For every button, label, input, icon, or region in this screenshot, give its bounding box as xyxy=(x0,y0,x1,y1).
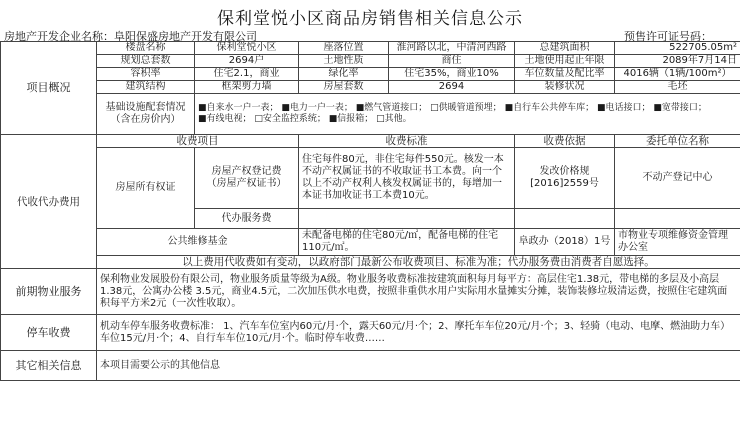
developer-label: 房地产开发企业名称：阜阳保盛房地产开发有限公司 xyxy=(4,30,257,43)
facilities-list xyxy=(195,94,740,135)
cell: 规划总套数 xyxy=(97,55,195,68)
facility-item: □供暖管道预埋； xyxy=(430,103,502,113)
facility-item: □安全监控系统； xyxy=(254,114,326,124)
facility-item: ■有线电视； xyxy=(198,114,252,124)
fees-header-basis: 收费依据 xyxy=(515,135,615,148)
cell: 保利堂悦小区 xyxy=(195,42,299,55)
cell: 容积率 xyxy=(97,68,195,81)
facility-item: ■信报箱； xyxy=(328,114,374,124)
info-table xyxy=(0,41,740,381)
cell: 淮河路以北，中清河西路 xyxy=(389,42,515,55)
reg-fee-standard: 住宅每件80元，非住宅每件550元。核发一本不动产权属证书的不收取证书工本费。向一个以上不动产权利人核发权属证书的，每增加一本证书加收证书工本费10元。 xyxy=(299,148,515,209)
fees-header-item: 收费项目 xyxy=(97,135,299,148)
other-label: 其它相关信息 xyxy=(1,351,97,381)
facilities-label: 基础设施配套情况 （含在房价内） xyxy=(97,94,195,135)
facility-item: □其他。 xyxy=(376,114,412,124)
cell: 车位数量及配比率 xyxy=(515,68,615,81)
facility-item: ■自行车公共停车库； xyxy=(504,103,595,113)
cell: 2694户 xyxy=(195,55,299,68)
cell: 4016辆（1辆/100m²） xyxy=(615,68,740,81)
cell: 毛坯 xyxy=(615,81,740,94)
cell: 522705.05m² xyxy=(615,42,740,55)
cell: 楼盘名称 xyxy=(97,42,195,55)
cell: 绿化率 xyxy=(299,68,389,81)
facility-item: ■燃气管道接口； xyxy=(355,103,428,113)
facility-item: ■电力一户一表； xyxy=(281,103,353,113)
maint-fund-unit: 市物业专项维修资金管理办公室 xyxy=(615,229,740,256)
permit-label: 预售许可证号码： xyxy=(624,30,712,43)
other-text: 本项目需要公示的其他信息 xyxy=(97,351,740,381)
cell: 框架剪力墙 xyxy=(195,81,299,94)
cell: 商住 xyxy=(389,55,515,68)
cell: 装修状况 xyxy=(515,81,615,94)
project-section-label: 项目概况 xyxy=(1,42,97,135)
facility-item: ■自来水一户一表； xyxy=(198,103,279,113)
property-label: 前期物业服务 xyxy=(1,269,97,315)
house-tax-label: 房屋所有权证 xyxy=(97,148,195,229)
cell: 总建筑面积 xyxy=(515,42,615,55)
maint-fund-basis: 阜政办（2018）1号 xyxy=(515,229,615,256)
fees-section-label: 代收代办费用 xyxy=(1,135,97,269)
fees-header-standard: 收费标准 xyxy=(299,135,515,148)
reg-fee-unit: 不动产登记中心 xyxy=(615,148,740,209)
fees-note: 以上费用代收费如有变动，以政府部门最新公布收费项目、标准为准；代办服务费由消费者自愿选择。 xyxy=(97,256,740,269)
page-title: 保利堂悦小区商品房销售相关信息公示 xyxy=(217,9,523,29)
reg-fee-item: 房屋产权登记费 （房屋产权证书） xyxy=(195,148,299,209)
facility-item: ■电话接口； xyxy=(596,103,651,113)
cell: 建筑结构 xyxy=(97,81,195,94)
cell: 2089年7月14日 xyxy=(615,55,740,68)
fees-header-unit: 委托单位名称 xyxy=(615,135,740,148)
cell: 土地使用起止年限 xyxy=(515,55,615,68)
cell: 住宅2.1，商业 xyxy=(195,68,299,81)
property-text: 保利物业发展股份有限公司，物业服务质量等级为A级。物业服务收费标准按建筑面积每月每平方：高层住宅1.38元，带电梯的多层及小高层1.38元，公寓办公楼 3.5元，商业4.5元，二次加压供水电费，按照非重供水用户实际用水量摊实分摊，装饰装修垃圾清运费，按照住宅建筑面积每平方米2元（一次性收取）。 xyxy=(97,269,740,315)
parking-text: 机动车停车服务收费标准： 1、汽车车位室内60元/月·个，露天60元/月·个；2、摩托车车位20元/月·个；3、轻骑（电动、电摩、燃油助力车）车位15元/月·个；4、自行车车位10元/月·个。临时停车收费…… xyxy=(97,315,740,351)
maint-fund-item: 公共维修基金 xyxy=(97,229,299,256)
agent-fee-item: 代办服务费 xyxy=(195,209,299,229)
cell: 座落位置 xyxy=(299,42,389,55)
cell: 房屋套数 xyxy=(299,81,389,94)
cell: 住宅35%，商业10% xyxy=(389,68,515,81)
facility-item: ■宽带接口； xyxy=(653,103,707,113)
cell: 土地性质 xyxy=(299,55,389,68)
parking-label: 停车收费 xyxy=(1,315,97,351)
cell: 2694 xyxy=(389,81,515,94)
reg-fee-basis: 发改价格规 [2016]2559号 xyxy=(515,148,615,209)
maint-fund-standard: 未配备电梯的住宅80元/㎡，配备电梯的住宅110元/㎡。 xyxy=(299,229,515,256)
